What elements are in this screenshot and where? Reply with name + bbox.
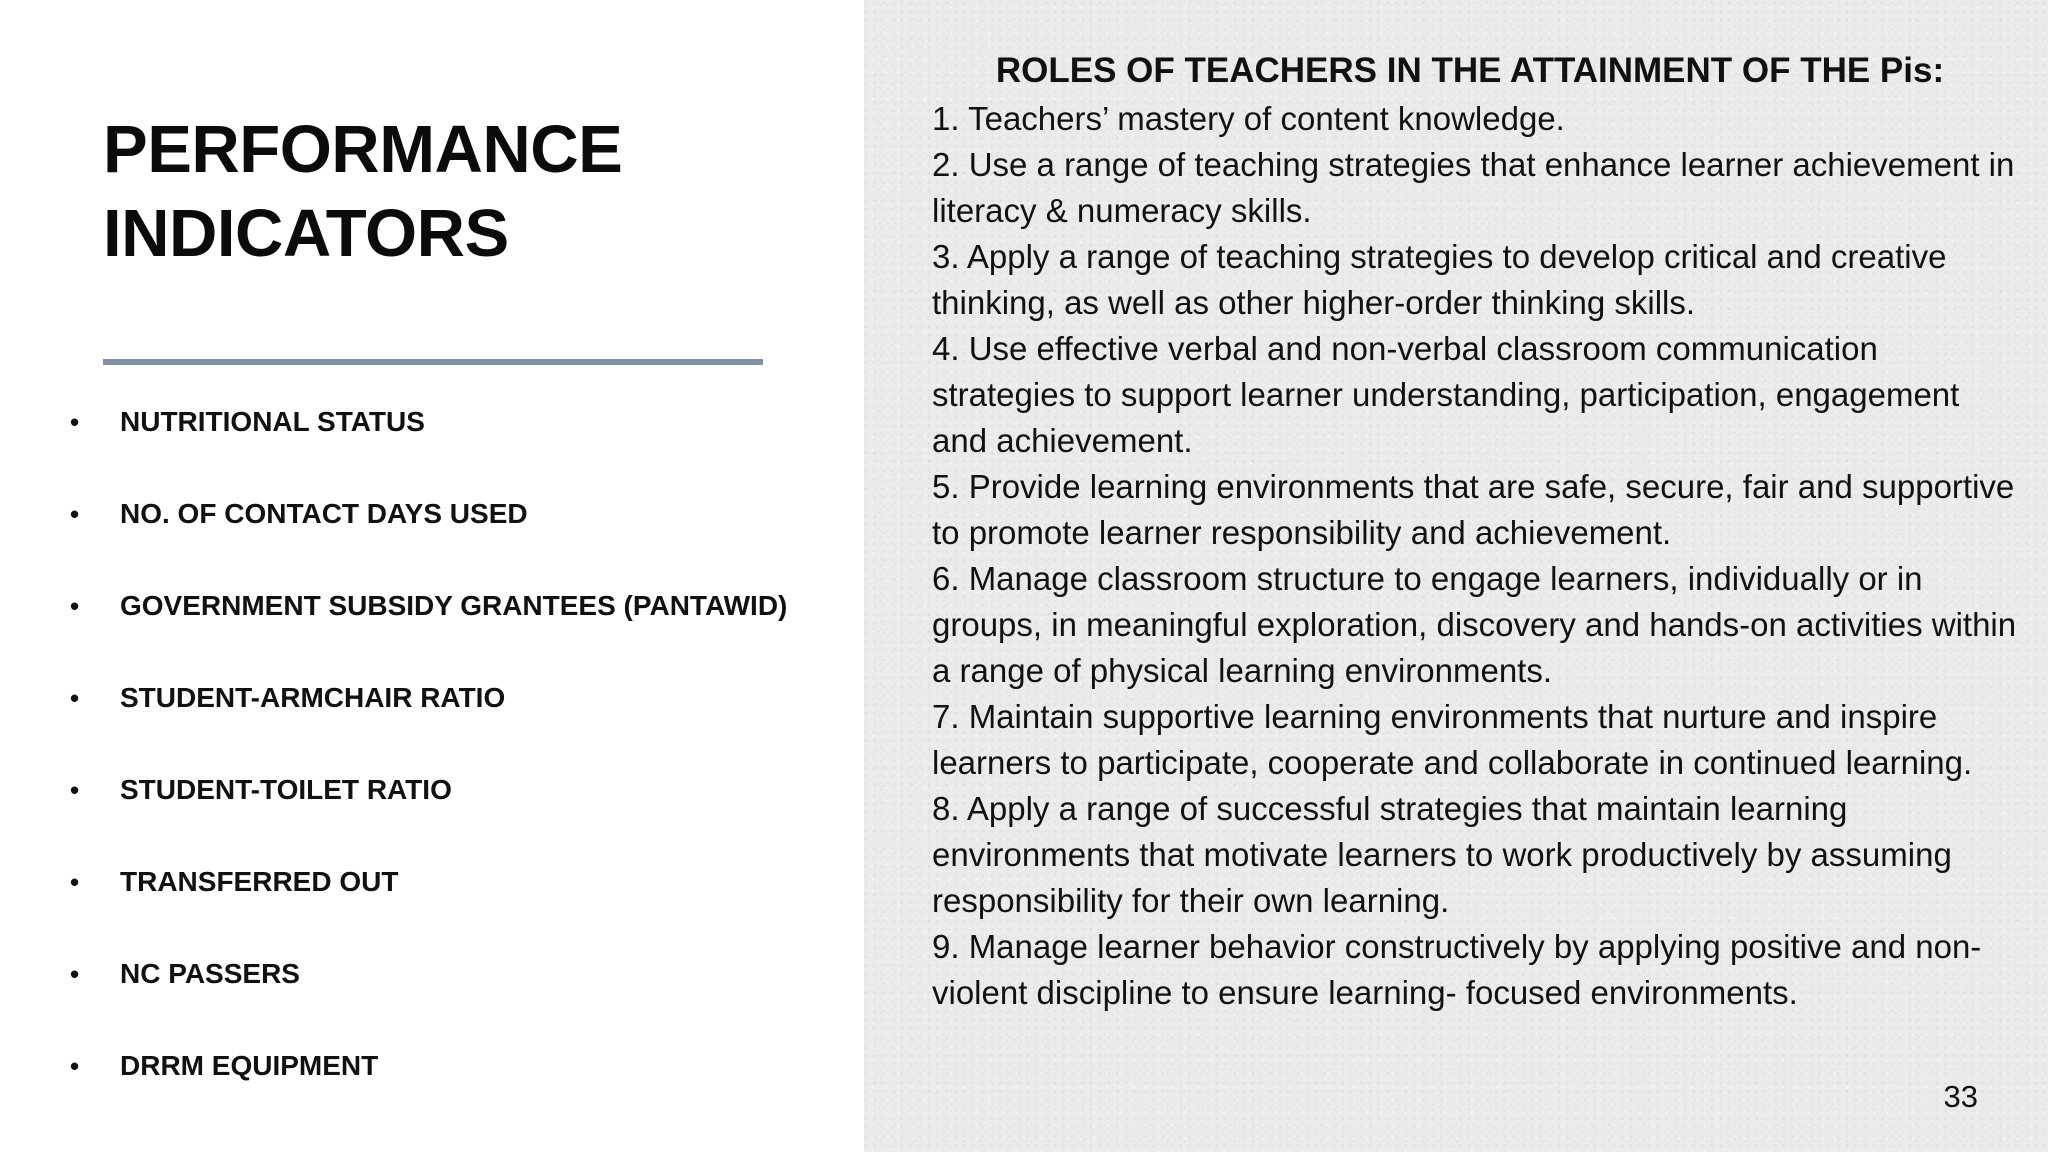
bullet-icon: • xyxy=(70,683,80,713)
indicator-label: GOVERNMENT SUBSIDY GRANTEES (PANTAWID) xyxy=(120,590,788,621)
role-item: 6. Manage classroom structure to engage learners, individually or in groups, in meaningful exploration, discovery and hands-on activities within a range of physical learning environments. xyxy=(932,560,2017,689)
slide-title xyxy=(103,108,803,276)
indicator-label: NUTRITIONAL STATUS xyxy=(120,406,425,437)
indicator-item xyxy=(0,944,860,1036)
bullet-icon: • xyxy=(70,959,80,989)
indicator-item xyxy=(0,1036,860,1128)
title-line-1: PERFORMANCE xyxy=(103,112,623,187)
bullet-icon: • xyxy=(70,867,80,897)
role-item: 1. Teachers’ mastery of content knowledge. xyxy=(932,100,1565,137)
indicator-item xyxy=(0,484,860,576)
bullet-icon: • xyxy=(70,1051,80,1081)
role-item: 7. Maintain supportive learning environments that nurture and inspire learners to participate, cooperate and collaborate in continued learning. xyxy=(932,698,1973,781)
indicator-label: STUDENT-TOILET RATIO xyxy=(120,774,452,805)
indicator-item xyxy=(0,760,860,852)
page-number: 33 xyxy=(1943,1079,1978,1114)
right-panel xyxy=(864,0,2048,1152)
role-item: 9. Manage learner behavior constructively by applying positive and non-violent discipline to ensure learning- focused environments. xyxy=(932,928,1982,1011)
title-line-2: INDICATORS xyxy=(103,196,509,271)
indicator-label: NC PASSERS xyxy=(120,958,300,989)
bullet-icon: • xyxy=(70,775,80,805)
indicator-list xyxy=(0,392,860,1128)
role-item: 4. Use effective verbal and non-verbal classroom communication strategies to support learner understanding, participation, engagement and achievement. xyxy=(932,330,1960,459)
role-item: 8. Apply a range of successful strategies that maintain learning environments that motivate learners to work productively by assuming responsibility for their own learning. xyxy=(932,790,1952,919)
role-item: 3. Apply a range of teaching strategies to develop critical and creative thinking, as well as other higher-order thinking skills. xyxy=(932,238,1947,321)
indicator-label: STUDENT-ARMCHAIR RATIO xyxy=(120,682,506,713)
left-panel xyxy=(0,0,864,1152)
indicator-item xyxy=(0,576,860,668)
roles-heading-text: ROLES OF TEACHERS IN THE ATTAINMENT OF THE Pis: xyxy=(995,51,1945,90)
bullet-icon: • xyxy=(70,499,80,529)
bullet-icon: • xyxy=(70,407,80,437)
bullet-icon: • xyxy=(70,591,80,621)
role-item: 2. Use a range of teaching strategies that enhance learner achievement in literacy & numeracy skills. xyxy=(932,146,2015,229)
roles-list xyxy=(932,96,2022,1016)
indicator-item xyxy=(0,852,860,944)
indicator-item xyxy=(0,392,860,484)
roles-heading xyxy=(864,48,2048,94)
indicator-item xyxy=(0,668,860,760)
title-divider xyxy=(103,359,763,365)
indicator-label: TRANSFERRED OUT xyxy=(120,866,399,897)
indicator-label: NO. OF CONTACT DAYS USED xyxy=(120,498,528,529)
indicator-label: DRRM EQUIPMENT xyxy=(120,1050,379,1081)
role-item: 5. Provide learning environments that are safe, secure, fair and supportive to promote learner responsibility and achievement. xyxy=(932,468,2015,551)
